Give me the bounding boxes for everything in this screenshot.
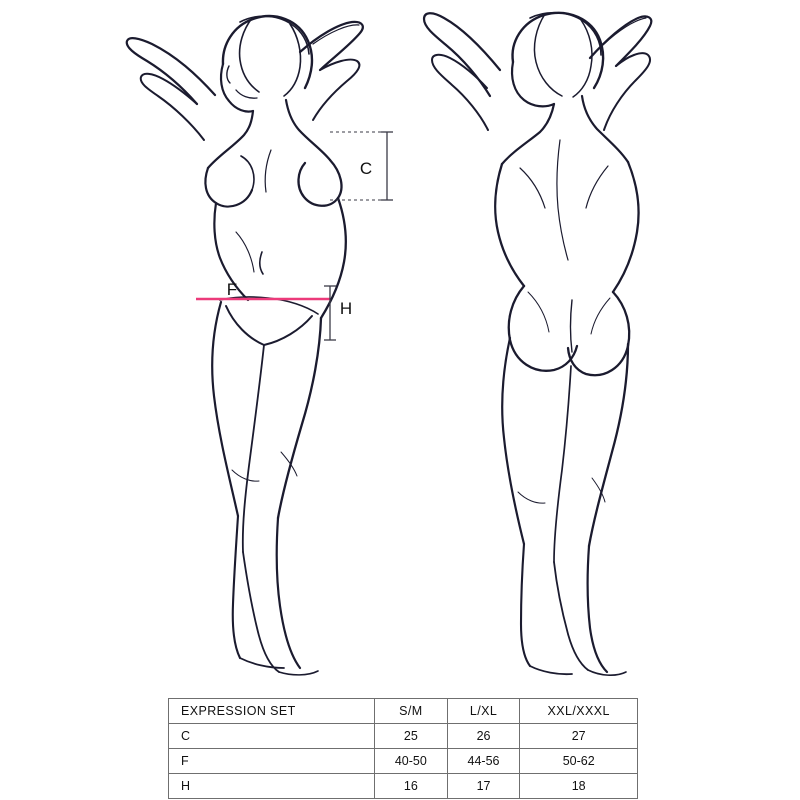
table-header-sm: S/M [375, 699, 448, 724]
cell-c-xxl: 27 [520, 724, 638, 749]
cell-f-lxl: 44-56 [447, 749, 520, 774]
table-row [169, 749, 638, 774]
cell-h-lxl: 17 [447, 774, 520, 799]
cell-f-xxl: 50-62 [520, 749, 638, 774]
table-header-lxl: L/XL [447, 699, 520, 724]
cell-f-sm: 40-50 [375, 749, 448, 774]
size-table [168, 698, 638, 799]
female-figure-back-view [424, 13, 651, 676]
table-header-xxl: XXL/XXXL [520, 699, 638, 724]
measurement-label-f: F [226, 280, 238, 299]
cell-h-xxl: 18 [520, 774, 638, 799]
table-header-row [169, 699, 638, 724]
cell-c-lxl: 26 [447, 724, 520, 749]
size-table-container [168, 698, 638, 799]
measurement-label-c: C [359, 159, 373, 178]
measurement-guides-front [196, 132, 393, 340]
cell-c-sm: 25 [375, 724, 448, 749]
row-label-h: H [169, 774, 375, 799]
table-row [169, 724, 638, 749]
measurement-label-h: H [339, 299, 353, 318]
table-row [169, 774, 638, 799]
table-header-set: EXPRESSION SET [169, 699, 375, 724]
cell-h-sm: 16 [375, 774, 448, 799]
row-label-f: F [169, 749, 375, 774]
row-label-c: C [169, 724, 375, 749]
female-figure-front-view [127, 16, 363, 675]
